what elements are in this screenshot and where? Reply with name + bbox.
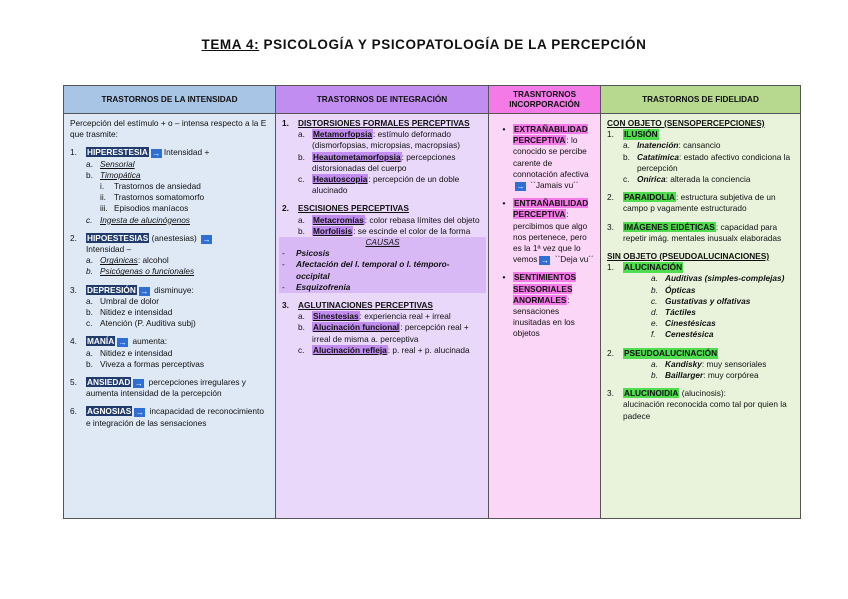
term-morfolisis: Morfolisis xyxy=(313,225,353,236)
arrow-icon: → xyxy=(135,408,144,418)
hipo-psicogenas: Psicógenas o funcionales xyxy=(100,266,195,277)
term-metamorfopsia: Metamorfopsia xyxy=(313,129,373,140)
header-incorporacion-line1: TRASNTORNOS xyxy=(512,89,577,99)
entraneabilidad-item: • ENTRAÑABILIDAD PERCEPTIVA: percibimos que algo nos pertenece, pero es la 1ª vez que lo vemos → ``Deja vu´´ xyxy=(502,198,594,266)
term-heautoscopia: Heautoscopia xyxy=(313,174,368,185)
sentimientos-item: • SENTIMIENTOS SENSORIALES ANORMALES: sensaciones inusitadas en los objetos xyxy=(502,272,577,339)
term-entraneabilidad: ENTRAÑABILIDAD PERCEPTIVA xyxy=(513,198,589,220)
header-integracion: TRASTORNOS DE INTEGRACIÓN xyxy=(276,86,489,114)
summary-table xyxy=(63,85,801,519)
depresion-atencion: Atención (P. Auditiva subj) xyxy=(100,318,196,329)
aluc-gustativas: Gustativas y olfativas xyxy=(665,295,751,306)
distorsiones-title: DISTORSIONES FORMALES PERCEPTIVAS xyxy=(298,118,470,128)
page-title xyxy=(0,37,848,52)
aluc-opticas: Ópticas xyxy=(665,284,696,295)
causas-block: CAUSAS - Psicosis - Afectación del l. temporal o l. témporo-occipital - Esquizofrenia xyxy=(279,237,486,293)
sin-objeto-title: SIN OBJETO (PSEUDOALUCINACIONES) xyxy=(607,251,770,262)
arrow-icon: → xyxy=(202,234,211,244)
term-extraneabilidad: EXTRAÑABILIDAD PERCEPTIVA xyxy=(513,124,588,146)
term-eideticas: IMÁGENES EIDÉTICAS xyxy=(624,221,715,232)
hiper-somatomorfo: Trastornos somatomorfo xyxy=(114,192,205,203)
hipoestesias-item: 2. HIPOESTESIAS (anestesias) → Intensidad – xyxy=(70,232,211,255)
extraneabilidad-item: • EXTRAÑABILIDAD PERCEPTIVA: lo conocido se percibe carente de connotación afectiva→ ``Jamais vu´´ xyxy=(502,124,589,192)
ansiedad-item: 5. ANSIEDAD → percepciones irregulares y aumenta intensidad de la percepción xyxy=(70,377,246,399)
aluc-tactiles: Táctiles xyxy=(665,307,696,318)
term-inatencion: Inatención xyxy=(637,140,679,151)
term-heautometamorfopsia: Heautometamorfopsia xyxy=(313,151,401,162)
eideticas-item: 3. IMÁGENES EIDÉTICAS: capacidad para repetir imág. mentales inusualx elaboradas xyxy=(607,221,782,243)
hipo-organicas: Orgánicas xyxy=(100,255,138,266)
term-ansiedad: ANSIEDAD xyxy=(87,377,131,388)
column-integracion: 1. DISTORSIONES FORMALES PERCEPTIVAS a. Metamorfopsia: estímulo deformado (dismorfopsias, micropsias, macropsias) b. Heautometamorfopsia: percepciones distorsionadas del cuerpo c. Heautoscopia: percepción de un doble alucinado 2. ESCISIONES PERCEPTIVAS a. Metacromías: color rebasa límites del objeto b. Morfolisis: se escinde el color de la forma CAUSAS - Psicosis - Afectación del l. temporal o l. témporo-occipital - Esquizofrenia 3. AGLUTINACIONES PERCEPTIVAS a. Sinestesias: experiencia real + irreal b. Alucinación funcional: percepción real + irreal de misma a. perceptiva c. Alucinación refleja: p. real + p. alucinada xyxy=(276,114,489,519)
mania-nitidez: Nitidez e intensidad xyxy=(100,347,173,358)
pseudoalucinacion-item: 2. PSEUDOALUCINACIÓN xyxy=(607,347,718,358)
hiper-alucinogenos: Ingesta de alucinógenos xyxy=(100,214,190,225)
escisiones-title: ESCISIONES PERCEPTIVAS xyxy=(298,203,409,214)
distorsiones-item: 1. DISTORSIONES FORMALES PERCEPTIVAS xyxy=(282,118,470,128)
mania-item: 4. MANÍA → aumenta: xyxy=(70,336,168,348)
hiper-sensorial: Sensorial xyxy=(100,158,135,169)
hiper-maniacos: Episodios maníacos xyxy=(114,203,189,214)
alucinoidia-item: 3. ALUCINOIDIA (alucinosis): alucinación reconocida como tal por quien la padece xyxy=(607,388,787,421)
depresion-umbral: Umbral de dolor xyxy=(100,295,160,306)
causa-3: Esquizofrenia xyxy=(296,281,351,292)
term-depresion: DEPRESIÓN xyxy=(87,284,136,295)
hiper-timopatica: Timopática xyxy=(100,169,141,180)
header-intensidad: TRASTORNOS DE LA INTENSIDAD xyxy=(64,86,276,114)
mania-viveza: Viveza a formas perceptivas xyxy=(100,358,205,369)
term-hiperestesia: HIPERESTESIA xyxy=(87,147,148,158)
term-catatimica: Catatímica xyxy=(637,151,679,162)
column-intensidad: Percepción del estímulo + o – intensa respecto a la E que trasmite: 1. HIPERESTESIA → Intensidad + a. Sensorial b. Timopática i. Trastornos de ansiedad ii. Trastornos somatomorfo iii. Episodios maníacos c. Ingesta de alucinógenos 2. HIPOESTESIAS (anestesias) → Intensidad – a. Orgánicas: alcohol b. Psicógenas o funcionales 3. DEPRESIÓN → disminuye: a. Umbral de dolor b. Nitidez e intensidad c. Atención (P. Auditiva subj) 4. MANÍA → aumenta: a. Nitidez e intensidad b. Viveza a formas perceptivas 5. ANSIEDAD → percepciones irregulares y aumenta intensidad de la percepción 6. AGNOSIAS → incapacidad de reconocimiento e integración de las sensaciones xyxy=(64,114,276,519)
aglutinaciones-item: 3. AGLUTINACIONES PERCEPTIVAS xyxy=(282,300,433,311)
causa-2: Afectación del l. temporal o l. témporo-occipital xyxy=(296,259,450,281)
aglutinaciones-title: AGLUTINACIONES PERCEPTIVAS xyxy=(298,300,433,311)
term-mania: MANÍA xyxy=(87,336,115,347)
term-kandisky: Kandisky xyxy=(665,358,702,369)
aluc-cenestesica: Cenestésica xyxy=(665,329,714,340)
header-fidelidad: TRASTORNOS DE FIDELIDAD xyxy=(601,86,801,114)
term-onirica: Onírica xyxy=(637,174,666,185)
causas-title: CAUSAS xyxy=(365,237,400,248)
depresion-nitidez: Nitidez e intensidad xyxy=(100,307,173,318)
arrow-icon: → xyxy=(140,286,149,296)
depresion-item: 3. DEPRESIÓN → disminuye: xyxy=(70,284,194,296)
title-prefix: TEMA 4: xyxy=(201,37,260,52)
header-incorporacion xyxy=(489,86,601,114)
column-incorporacion xyxy=(489,114,601,519)
term-hipoestesias: HIPOESTESIAS xyxy=(87,232,149,243)
term-alucinacion: ALUCINACIÓN xyxy=(624,262,683,273)
paraidolia-item: 2. PARAIDOLIA: estructura subjetiva de un campo p vagamente estructurado xyxy=(607,192,776,214)
term-ilusion: ILUSIÓN xyxy=(624,129,658,140)
arrow-icon: → xyxy=(516,182,525,192)
alucinacion-item: 1. ALUCINACIÓN xyxy=(607,262,683,273)
hiperestesia-item: 1. HIPERESTESIA → Intensidad + xyxy=(70,147,210,159)
intensidad-intro: Percepción del estímulo + o – intensa respecto a la E que trasmite: xyxy=(70,118,267,140)
title-main: PSICOLOGÍA Y PSICOPATOLOGÍA DE LA PERCEPCIÓN xyxy=(259,37,647,52)
term-alucinacion-funcional: Alucinación funcional xyxy=(313,322,400,333)
term-alucinoidia: ALUCINOIDIA xyxy=(624,388,679,399)
arrow-icon: → xyxy=(118,338,127,348)
ilusion-item: 1. ILUSIÓN xyxy=(607,129,658,140)
term-pseudoalucinacion: PSEUDOALUCINACIÓN xyxy=(624,347,718,358)
escisiones-item: 2. ESCISIONES PERCEPTIVAS xyxy=(282,203,409,214)
term-agnosias: AGNOSIAS xyxy=(87,406,132,417)
term-sentimientos: SENTIMIENTOS SENSORIALES ANORMALES xyxy=(513,272,577,305)
header-incorporacion-line2: INCORPORACIÓN xyxy=(509,99,580,109)
term-sinestesias: Sinestesias xyxy=(313,311,359,322)
term-paraidolia: PARAIDOLIA xyxy=(624,192,676,203)
arrow-icon: → xyxy=(540,256,549,266)
aluc-cinestesicas: Cinestésicas xyxy=(665,318,716,329)
hiper-ansiedad: Trastornos de ansiedad xyxy=(114,181,201,192)
arrow-icon: → xyxy=(134,379,143,389)
column-fidelidad: CON OBJETO (SENSOPERCEPCIONES) 1. ILUSIÓN a. Inatención: cansancio b. Catatímica: estado afectivo condiciona la percepción c. Onírica: alterada la conciencia 2. PARAIDOLIA: estructura subjetiva de un campo p vagamente estructurado 3. IMÁGENES EIDÉTICAS: capacidad para repetir imág. mentales inusualx elaboradas SIN OBJETO (PSEUDOALUCINACIONES) 1. ALUCINACIÓN a. Auditivas (simples-complejas) b. Ópticas c. Gustativas y olfativas d. Táctiles e. Cinestésicas f. Cenestésica 2. PSEUDOALUCINACIÓN a. Kandisky: muy sensoriales b. Baillarger: muy corpórea 3. ALUCINOIDIA (alucinosis): alucinación reconocida como tal por quien la padece xyxy=(601,114,801,519)
causa-1: Psicosis xyxy=(296,248,330,259)
arrow-icon: → xyxy=(152,149,161,159)
term-baillarger: Baillarger xyxy=(665,370,704,381)
con-objeto-title: CON OBJETO (SENSOPERCEPCIONES) xyxy=(607,118,765,128)
agnosias-item: 6. AGNOSIAS → incapacidad de reconocimiento e integración de las sensaciones xyxy=(70,406,264,428)
aluc-auditivas: Auditivas (simples-complejas) xyxy=(665,273,785,284)
term-metacromias: Metacromías xyxy=(313,214,364,225)
term-alucinacion-refleja: Alucinación refleja xyxy=(313,344,387,355)
